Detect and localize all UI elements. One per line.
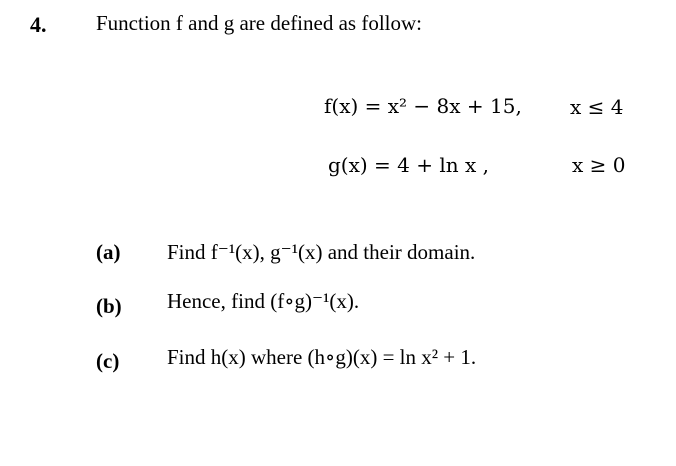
equation-g-domain: x ≥ 0	[572, 153, 626, 177]
part-a-label: (a)	[96, 240, 121, 264]
equation-f: f(x) = x² − 8x + 15,	[324, 94, 522, 118]
part-a-text: Find f⁻¹(x), g⁻¹(x) and their domain.	[167, 240, 476, 264]
part-c-label: (c)	[96, 349, 120, 373]
question-intro: Function f and g are defined as follow:	[96, 11, 422, 35]
question-number: 4.	[30, 12, 47, 37]
equation-f-domain: x ≤ 4	[570, 95, 624, 119]
part-c-text: Find h(x) where (h∘g)(x) = ln x² + 1.	[167, 345, 477, 369]
equation-g: g(x) = 4 + ln x ,	[328, 153, 489, 177]
part-b-label: (b)	[96, 294, 122, 318]
part-b-text: Hence, find (f∘g)⁻¹(x).	[167, 289, 360, 313]
